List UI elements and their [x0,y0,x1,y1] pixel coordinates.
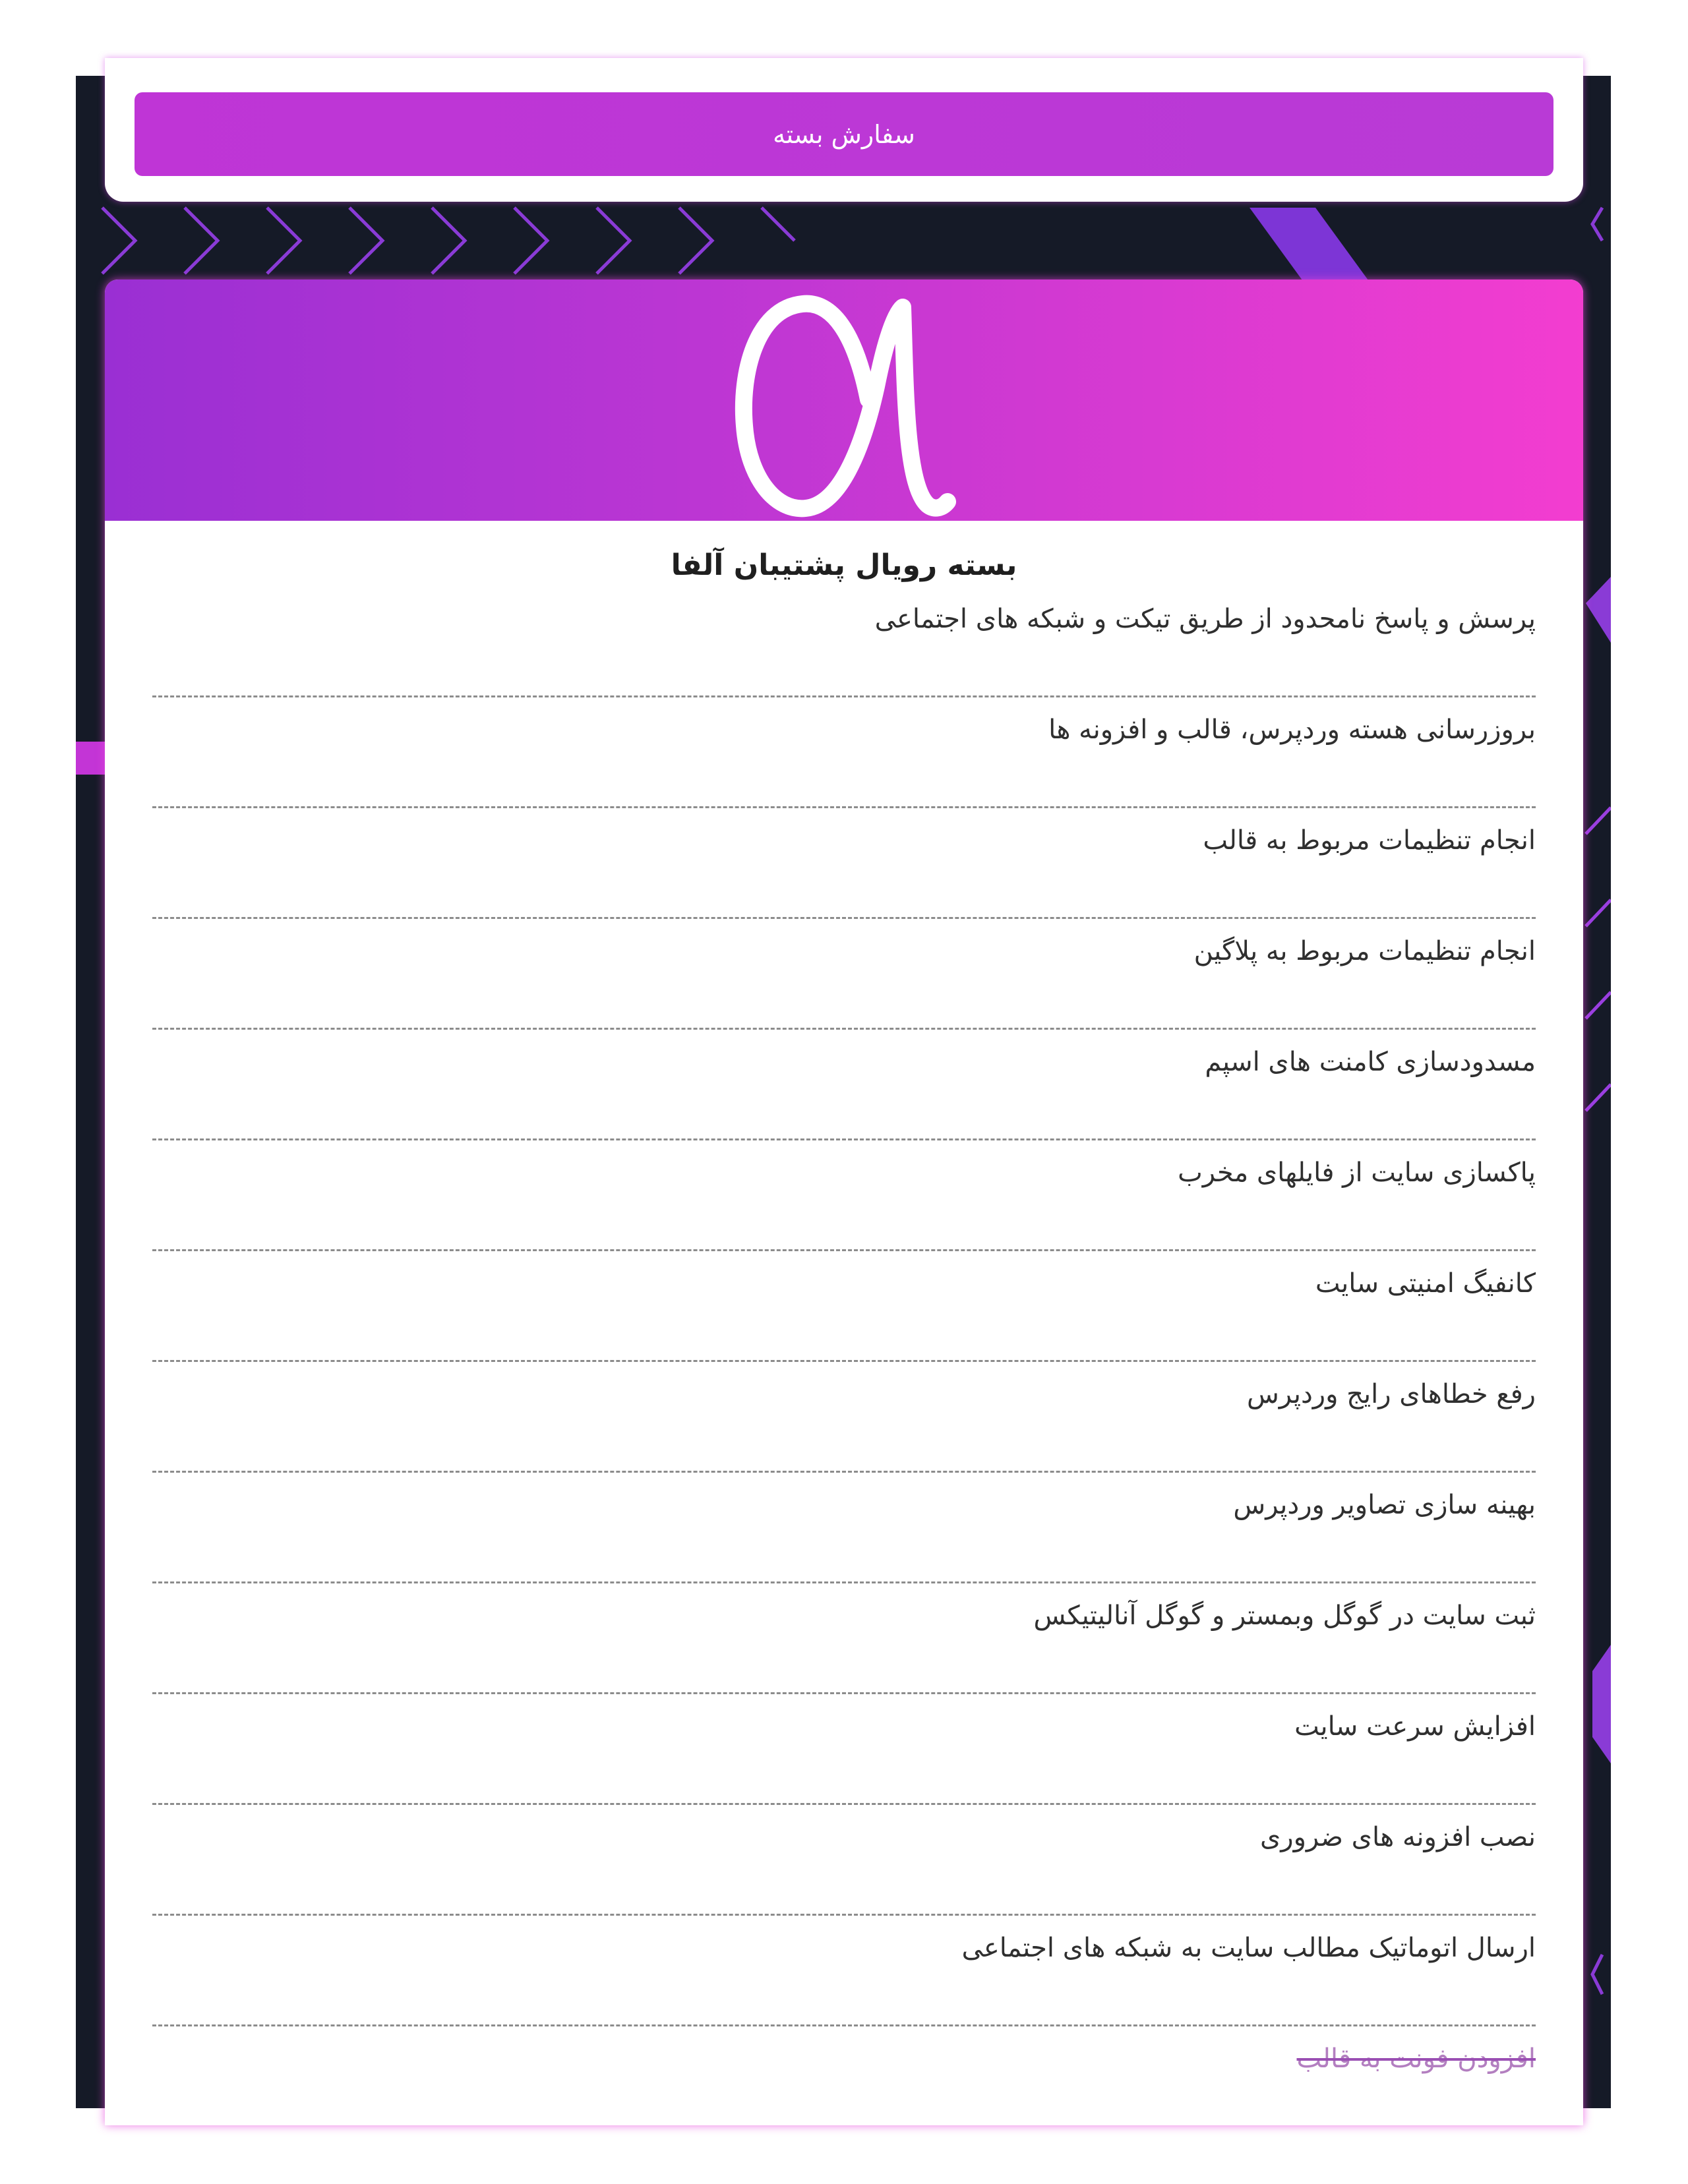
feature-label: رفع خطاهای رایج وردپرس [1246,1379,1536,1409]
feature-list [152,587,1536,2125]
feature-label: بروزرسانی هسته وردپرس، قالب و افزونه ها [1048,715,1536,745]
package-title: بسته رویال پشتیبان آلفا [671,548,1017,582]
feature-label: پرسش و پاسخ نامحدود از طریق تیکت و شبکه های اجتماعی [874,604,1536,634]
feature-label: انجام تنظیمات مربوط به قالب [1203,825,1536,856]
feature-label: نصب افزونه های ضروری [1259,1822,1536,1852]
package-header [105,280,1583,521]
alpha-symbol-icon [730,287,958,518]
list-item [152,919,1536,1030]
feature-label: انجام تنظیمات مربوط به پلاگین [1193,936,1536,966]
list-item [152,587,1536,697]
feature-label: بهینه سازی تصاویر وردپرس [1233,1490,1536,1520]
excluded-list-item [152,2026,1536,2125]
list-item [152,1583,1536,1694]
package-card [105,280,1583,2125]
list-item [152,1694,1536,1805]
list-item [152,1251,1536,1362]
feature-label: مسدودسازی کامنت های اسپم [1205,1047,1536,1077]
order-card [105,58,1583,202]
feature-label: افزایش سرعت سایت [1294,1711,1536,1742]
list-item [152,1140,1536,1251]
list-item [152,1916,1536,2026]
list-item [152,1362,1536,1473]
order-package-button[interactable]: سفارش بسته [135,92,1553,176]
list-item [152,1805,1536,1916]
feature-label: کانفیگ امنیتی سایت [1315,1268,1536,1299]
list-item [152,808,1536,919]
list-item [152,697,1536,808]
feature-label: ارسال اتوماتیک مطالب سایت به شبکه های اجتماعی [961,1933,1536,1963]
list-item [152,1030,1536,1140]
feature-label: پاکسازی سایت از فایلهای مخرب [1178,1158,1536,1188]
feature-label: ثبت سایت در گوگل وبمستر و گوگل آنالیتیکس [1033,1601,1536,1631]
excluded-feature-label: افزودن فونت به قالب [1296,2044,1536,2074]
list-item [152,1473,1536,1583]
